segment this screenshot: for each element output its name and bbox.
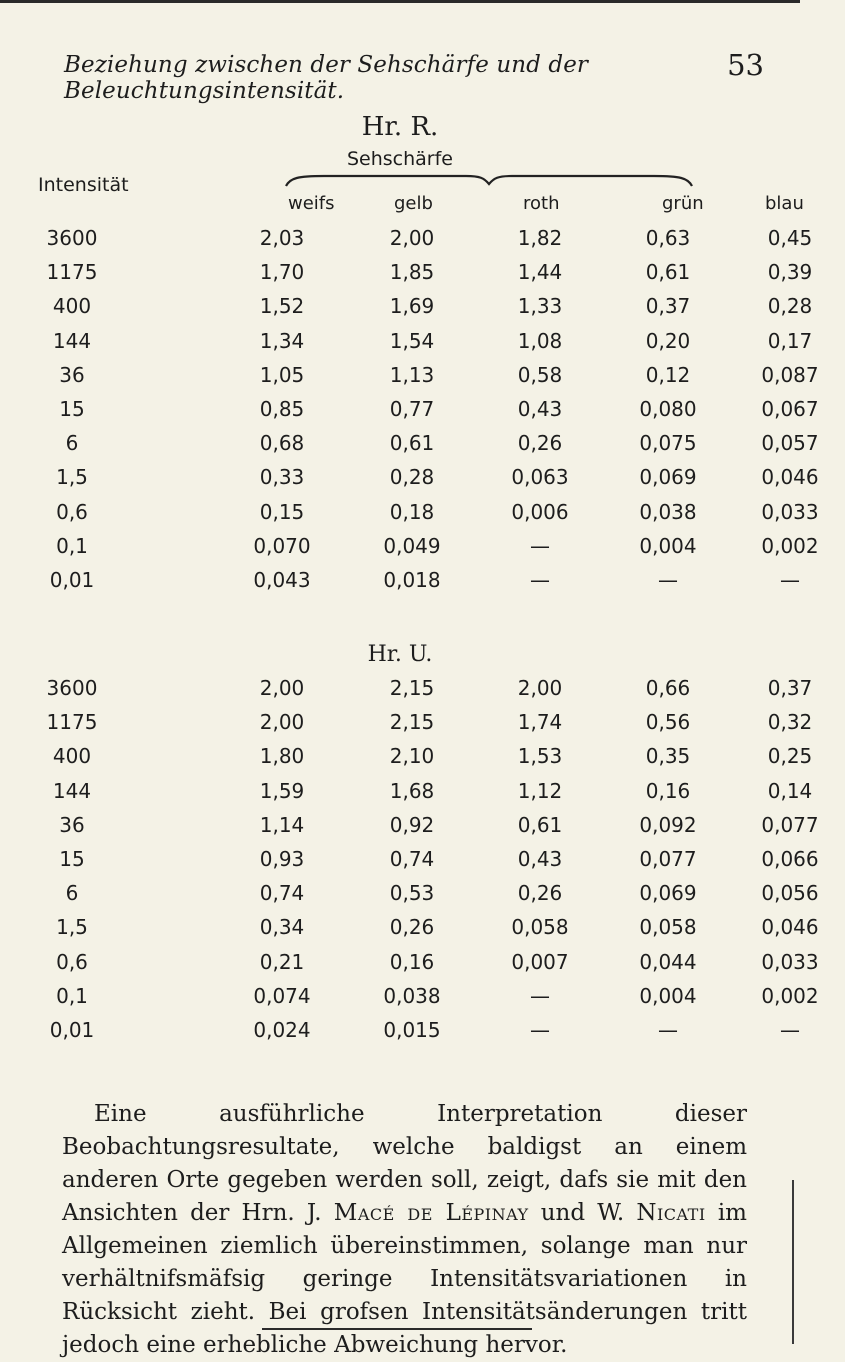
value-cell: 0,069 bbox=[639, 465, 697, 490]
intensity-cell: 400 bbox=[52, 744, 92, 769]
footer-rule bbox=[262, 1328, 532, 1330]
value-cell: 0,37 bbox=[767, 676, 813, 700]
value-cell: 0,057 bbox=[761, 431, 819, 456]
intensity-cell: 6 bbox=[65, 881, 79, 906]
value-cell: 0,26 bbox=[517, 431, 563, 456]
value-cell: 1,70 bbox=[259, 260, 305, 285]
value-cell: 0,043 bbox=[253, 568, 311, 592]
intensity-cell: 0,01 bbox=[49, 568, 95, 592]
col-header-weifs: weifs bbox=[288, 193, 335, 214]
intensity-cell: 15 bbox=[59, 847, 85, 871]
value-cell: 2,00 bbox=[259, 676, 305, 700]
intensity-cell: 0,01 bbox=[49, 1018, 95, 1042]
value-cell: 1,08 bbox=[517, 328, 563, 353]
value-cell: 0,63 bbox=[645, 226, 691, 250]
column-brace bbox=[284, 174, 694, 188]
value-cell: 2,15 bbox=[389, 676, 435, 700]
value-cell: 0,15 bbox=[259, 499, 305, 524]
value-cell: 0,004 bbox=[639, 533, 697, 558]
paragraph-part-1: Eine ausführliche Interpretation dieser Beobachtungsresultate, welche baldigst an einem anderen Orte gegeben werden soll, zeigt, dafs sie mit den Ansichten der Hrn. J. bbox=[62, 1101, 747, 1226]
value-cell: 0,85 bbox=[259, 397, 305, 421]
value-cell: 0,038 bbox=[383, 983, 441, 1008]
value-cell: 0,092 bbox=[639, 812, 697, 837]
sehschaerfe-label: Sehschärfe bbox=[346, 148, 453, 170]
intensity-cell: 1175 bbox=[46, 260, 98, 285]
value-cell: 1,59 bbox=[259, 778, 305, 803]
value-cell: 0,058 bbox=[511, 915, 569, 940]
value-cell: 0,024 bbox=[253, 1018, 311, 1042]
value-cell: 0,056 bbox=[761, 881, 819, 906]
value-cell: 2,00 bbox=[517, 676, 563, 700]
value-cell: 0,26 bbox=[517, 881, 563, 906]
value-cell: 0,074 bbox=[253, 983, 311, 1008]
page-number: 53 bbox=[727, 48, 764, 82]
value-cell: 0,006 bbox=[511, 499, 569, 524]
table-row bbox=[0, 465, 819, 499]
intensity-cell: 1,5 bbox=[56, 915, 88, 940]
value-cell: 0,74 bbox=[389, 847, 435, 871]
author-name-nicati: Nicati bbox=[636, 1200, 706, 1226]
top-border-rule bbox=[0, 0, 800, 3]
value-cell: 0,077 bbox=[639, 847, 697, 871]
table-row bbox=[0, 778, 813, 813]
value-cell: 0,21 bbox=[259, 949, 305, 974]
value-cell: 0,004 bbox=[639, 983, 697, 1008]
col-header-blau: blau bbox=[765, 193, 804, 214]
value-cell: 0,002 bbox=[761, 533, 819, 558]
section-title-hr-r: Hr. R. bbox=[361, 112, 439, 142]
value-cell: 0,28 bbox=[767, 294, 813, 319]
value-cell: — bbox=[658, 1018, 678, 1042]
value-cell: 1,13 bbox=[389, 362, 435, 387]
table-row bbox=[0, 397, 819, 431]
table-row bbox=[0, 294, 813, 328]
value-cell: 2,15 bbox=[389, 710, 435, 735]
value-cell: 0,16 bbox=[645, 778, 691, 803]
table-row bbox=[0, 431, 819, 465]
col-header-gelb: gelb bbox=[394, 193, 433, 214]
table-row bbox=[0, 915, 819, 949]
value-cell: 0,033 bbox=[761, 949, 819, 974]
value-cell: 1,52 bbox=[259, 294, 305, 319]
section-title-hr-u: Hr. U. bbox=[367, 642, 433, 667]
intensity-cell: 0,1 bbox=[56, 983, 88, 1008]
intensity-cell: 6 bbox=[65, 431, 79, 456]
value-cell: 0,92 bbox=[389, 812, 435, 837]
value-cell: 1,34 bbox=[259, 328, 305, 353]
value-cell: 0,002 bbox=[761, 983, 819, 1008]
intensity-cell: 1175 bbox=[46, 710, 98, 735]
value-cell: 0,25 bbox=[767, 744, 813, 769]
value-cell: 0,058 bbox=[639, 915, 697, 940]
table-row bbox=[0, 328, 813, 363]
value-cell: — bbox=[530, 568, 550, 592]
col-header-gruen: grün bbox=[662, 193, 704, 214]
paragraph-part-2: und W. bbox=[528, 1200, 637, 1226]
table-row bbox=[0, 676, 813, 710]
value-cell: 0,37 bbox=[645, 294, 691, 319]
table-row bbox=[0, 710, 813, 744]
value-cell: — bbox=[530, 1018, 550, 1042]
value-cell: — bbox=[530, 533, 550, 558]
value-cell: 1,82 bbox=[517, 226, 563, 250]
value-cell: 0,35 bbox=[645, 744, 691, 769]
table-row bbox=[0, 362, 819, 397]
paragraph-text bbox=[62, 1098, 747, 1362]
value-cell: 0,20 bbox=[645, 328, 691, 353]
value-cell: 0,45 bbox=[767, 226, 813, 250]
value-cell: 0,93 bbox=[259, 847, 305, 871]
value-cell: 0,16 bbox=[389, 949, 435, 974]
value-cell: 1,74 bbox=[517, 710, 563, 735]
intensity-cell: 15 bbox=[59, 397, 85, 421]
value-cell: 0,080 bbox=[639, 397, 697, 421]
value-cell: 1,53 bbox=[517, 744, 563, 769]
value-cell: 1,54 bbox=[389, 328, 435, 353]
value-cell: 0,14 bbox=[767, 778, 813, 803]
value-cell: 0,018 bbox=[383, 568, 441, 592]
intensity-cell: 36 bbox=[59, 812, 85, 837]
table-row bbox=[0, 226, 813, 260]
value-cell: 0,39 bbox=[767, 260, 813, 285]
value-cell: 1,68 bbox=[389, 778, 435, 803]
value-cell: 0,61 bbox=[389, 431, 435, 456]
value-cell: 0,075 bbox=[639, 431, 697, 456]
value-cell: 0,046 bbox=[761, 465, 819, 490]
value-cell: — bbox=[658, 568, 678, 592]
value-cell: 0,58 bbox=[517, 362, 563, 387]
table-row bbox=[0, 949, 819, 984]
page-edge-line bbox=[792, 1180, 794, 1344]
value-cell: 0,038 bbox=[639, 499, 697, 524]
value-cell: 0,53 bbox=[389, 881, 435, 906]
paragraph-part-3: im Allgemeinen ziemlich übereinstimmen, solange man nur verhältnifsmäfsig geringe Intensitätsvariationen in Rücksicht zieht. Bei grofsen Intensitätsänderungen tritt jedoch eine erhebliche Abweichung hervor. bbox=[62, 1200, 747, 1358]
value-cell: 0,74 bbox=[259, 881, 305, 906]
value-cell: 0,077 bbox=[761, 812, 819, 837]
intensity-cell: 144 bbox=[52, 778, 92, 803]
running-title: Beziehung zwischen der Sehschärfe und der Beleuchtungsintensität. bbox=[64, 52, 589, 104]
value-cell: 1,33 bbox=[517, 294, 563, 319]
body-paragraph bbox=[62, 1098, 747, 1362]
value-cell: 0,68 bbox=[259, 431, 305, 456]
value-cell: — bbox=[780, 568, 800, 592]
value-cell: 0,17 bbox=[767, 328, 813, 353]
value-cell: 0,070 bbox=[253, 533, 311, 558]
value-cell: 1,85 bbox=[389, 260, 435, 285]
value-cell: 0,033 bbox=[761, 499, 819, 524]
table-row bbox=[0, 260, 813, 294]
value-cell: — bbox=[530, 983, 550, 1008]
intensity-cell: 1,5 bbox=[56, 465, 88, 490]
page-header bbox=[64, 48, 764, 104]
intensity-cell: 400 bbox=[52, 294, 92, 319]
value-cell: 0,063 bbox=[511, 465, 569, 490]
value-cell: 0,28 bbox=[389, 465, 435, 490]
table-row bbox=[0, 983, 819, 1018]
intensity-cell: 3600 bbox=[46, 226, 98, 250]
value-cell: 1,69 bbox=[389, 294, 435, 319]
value-cell: 0,56 bbox=[645, 710, 691, 735]
intensity-cell: 36 bbox=[59, 362, 85, 387]
value-cell: 0,26 bbox=[389, 915, 435, 940]
intensity-cell: 0,6 bbox=[56, 499, 88, 524]
value-cell: 0,015 bbox=[383, 1018, 441, 1042]
value-cell: 2,03 bbox=[259, 226, 305, 250]
value-cell: 2,00 bbox=[259, 710, 305, 735]
table-row bbox=[0, 744, 813, 778]
value-cell: 0,33 bbox=[259, 465, 305, 490]
value-cell: 1,12 bbox=[517, 778, 563, 803]
value-cell: 0,43 bbox=[517, 847, 563, 871]
table-row bbox=[0, 812, 819, 847]
value-cell: 0,77 bbox=[389, 397, 435, 421]
intensity-cell: 0,6 bbox=[56, 949, 88, 974]
intensity-cell: 3600 bbox=[46, 676, 98, 700]
value-cell: 1,80 bbox=[259, 744, 305, 769]
author-name-mace: Macé de Lépinay bbox=[333, 1200, 529, 1226]
intensity-cell: 144 bbox=[52, 328, 92, 353]
value-cell: 0,32 bbox=[767, 710, 813, 735]
value-cell: 1,05 bbox=[259, 362, 305, 387]
value-cell: 0,66 bbox=[645, 676, 691, 700]
table-row bbox=[0, 568, 800, 602]
table-row bbox=[0, 847, 819, 881]
value-cell: 0,43 bbox=[517, 397, 563, 421]
value-cell: 0,066 bbox=[761, 847, 819, 871]
value-cell: 0,069 bbox=[639, 881, 697, 906]
value-cell: 0,087 bbox=[761, 362, 819, 387]
value-cell: 1,14 bbox=[259, 812, 305, 837]
value-cell: 0,34 bbox=[259, 915, 305, 940]
value-cell: 0,18 bbox=[389, 499, 435, 524]
value-cell: 0,067 bbox=[761, 397, 819, 421]
table-row bbox=[0, 499, 819, 534]
value-cell: 0,046 bbox=[761, 915, 819, 940]
table-row bbox=[0, 1018, 800, 1052]
value-cell: 0,61 bbox=[645, 260, 691, 285]
col-header-roth: roth bbox=[523, 193, 560, 214]
value-cell: 0,049 bbox=[383, 533, 441, 558]
intensity-cell: 0,1 bbox=[56, 533, 88, 558]
intensity-label: Intensität bbox=[38, 174, 129, 196]
value-cell: 0,044 bbox=[639, 949, 697, 974]
value-cell: 0,61 bbox=[517, 812, 563, 837]
table-row bbox=[0, 533, 819, 568]
value-cell: 2,00 bbox=[389, 226, 435, 250]
value-cell: 1,44 bbox=[517, 260, 563, 285]
table-row bbox=[0, 881, 819, 915]
value-cell: 0,007 bbox=[511, 949, 569, 974]
value-cell: 0,12 bbox=[645, 362, 691, 387]
value-cell: — bbox=[780, 1018, 800, 1042]
value-cell: 2,10 bbox=[389, 744, 435, 769]
